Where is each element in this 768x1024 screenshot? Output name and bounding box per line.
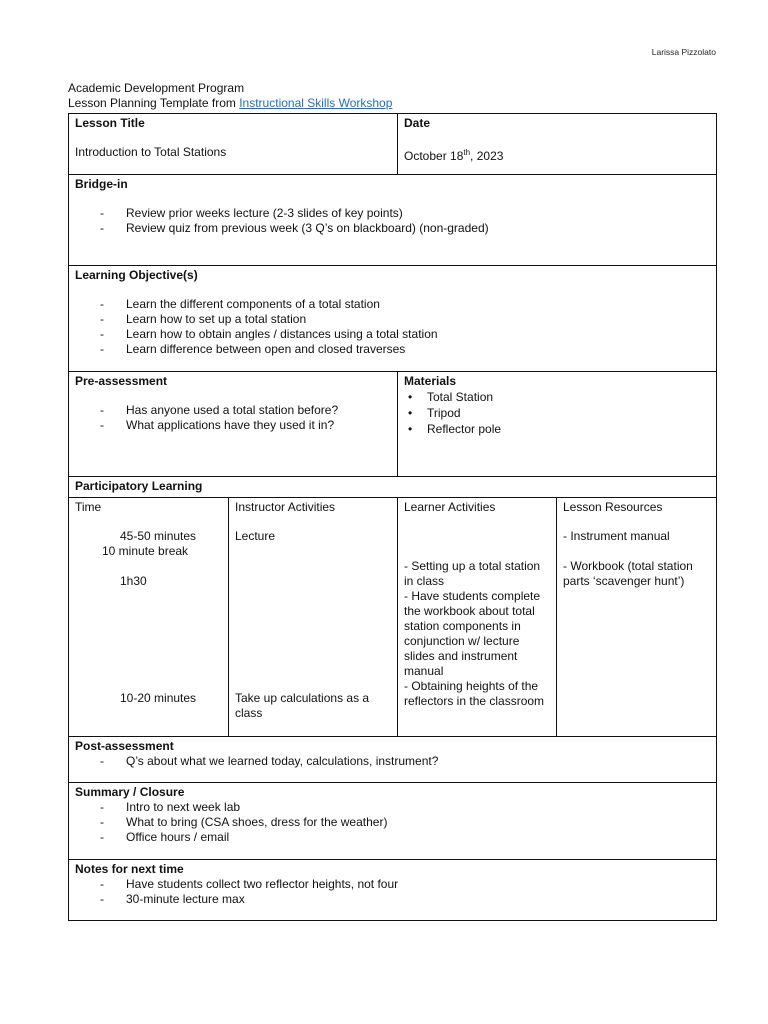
learner-header: Learner Activities (404, 500, 496, 514)
list-item: - Review quiz from previous week (3 Q’s on blackboard) (non-graded) (100, 221, 710, 236)
row-objectives (69, 265, 716, 371)
list-item: - Intro to next week lab (100, 800, 710, 815)
list-item: • Reflector pole (408, 421, 710, 437)
lesson-plan-table (68, 113, 717, 921)
list-item: - Office hours / email (100, 830, 710, 845)
document-heading (68, 81, 392, 111)
bridge-in-cell (69, 175, 716, 265)
template-prefix: Lesson Planning Template from (68, 96, 240, 110)
pre-assessment-cell (69, 372, 397, 476)
date-cell (397, 114, 716, 174)
list-item: • Total Station (408, 389, 710, 405)
list-item: - Q’s about what we learned today, calculations, instrument? (100, 754, 710, 769)
summary-cell (69, 783, 716, 859)
list-item: - 30-minute lecture max (100, 892, 710, 907)
notes-label: Notes for next time (75, 862, 184, 876)
time-header: Time (75, 500, 102, 514)
instructor-header: Instructor Activities (235, 500, 336, 514)
list-item: - Have students collect two reflector heights, not four (100, 877, 710, 892)
instructor-activity: Lecture (235, 529, 276, 543)
date-label: Date (404, 116, 431, 130)
materials-cell (397, 372, 716, 476)
list-item: - Review prior weeks lecture (2-3 slides of key points) (100, 206, 710, 221)
post-assessment-cell (69, 737, 716, 782)
resources-column (556, 498, 716, 736)
learner-activities: - Setting up a total station in class - Have students complete the workbook about total station components in conjunction w/ lecture slides and instrument manual - Obtaining heights of the reflectors in the classroom (404, 559, 545, 708)
notes-list (75, 877, 710, 907)
date-value (404, 145, 710, 164)
row-pre-assessment-materials (69, 371, 716, 476)
objectives-cell (69, 266, 716, 371)
summary-label: Summary / Closure (75, 785, 185, 799)
bridge-in-label: Bridge-in (75, 177, 128, 191)
row-schedule (69, 497, 716, 736)
list-item: • Tripod (408, 405, 710, 421)
row-summary (69, 782, 716, 859)
learner-column (397, 498, 556, 736)
list-item: - What to bring (CSA shoes, dress for the weather) (100, 815, 710, 830)
lesson-title-value: Introduction to Total Stations (75, 145, 227, 159)
list-item: - Has anyone used a total station before? (100, 403, 391, 418)
list-item: - Learn difference between open and closed traverses (100, 342, 710, 357)
lesson-title-cell (69, 114, 397, 174)
objectives-list (75, 297, 710, 357)
time-entry: 10 minute break (102, 544, 189, 558)
row-participatory-label (69, 476, 716, 497)
resource-item: - Instrument manual (563, 529, 670, 543)
pre-assessment-label: Pre-assessment (75, 374, 168, 388)
bridge-in-list (75, 206, 710, 236)
resource-item: - Workbook (total station parts ‘scavenger hunt’) (563, 559, 693, 588)
resources-header: Lesson Resources (563, 500, 663, 514)
time-entry: 45-50 minutes (120, 529, 197, 543)
list-item: - What applications have they used it in? (100, 418, 391, 433)
summary-list (75, 800, 710, 845)
participatory-label: Participatory Learning (75, 479, 203, 493)
date-day: October 18 (404, 149, 464, 163)
date-year: , 2023 (470, 149, 504, 163)
program-title: Academic Development Program (68, 81, 245, 95)
workshop-link[interactable]: Instructional Skills Workshop (239, 96, 393, 110)
row-notes (69, 859, 716, 920)
post-assessment-label: Post-assessment (75, 739, 174, 753)
pre-assessment-list (75, 403, 391, 433)
row-bridge-in (69, 174, 716, 265)
list-item: - Learn how to set up a total station (100, 312, 710, 327)
time-entry: 10-20 minutes (120, 691, 197, 705)
list-item: - Learn the different components of a total station (100, 297, 710, 312)
time-column (69, 498, 228, 736)
row-post-assessment (69, 736, 716, 782)
list-item: - Learn how to obtain angles / distances using a total station (100, 327, 710, 342)
materials-label: Materials (404, 374, 457, 388)
author-name: Larissa Pizzolato (651, 47, 716, 57)
date-ordinal: th (463, 148, 471, 157)
objectives-label: Learning Objective(s) (75, 268, 198, 282)
row-title-date (69, 114, 716, 174)
lesson-title-label: Lesson Title (75, 116, 145, 130)
template-line (68, 96, 392, 111)
instructor-activity: Take up calculations as a class (235, 691, 370, 720)
notes-cell (69, 860, 716, 920)
instructor-column (228, 498, 397, 736)
materials-list (404, 389, 710, 437)
post-assessment-list (75, 754, 710, 769)
time-entry: 1h30 (120, 574, 147, 588)
